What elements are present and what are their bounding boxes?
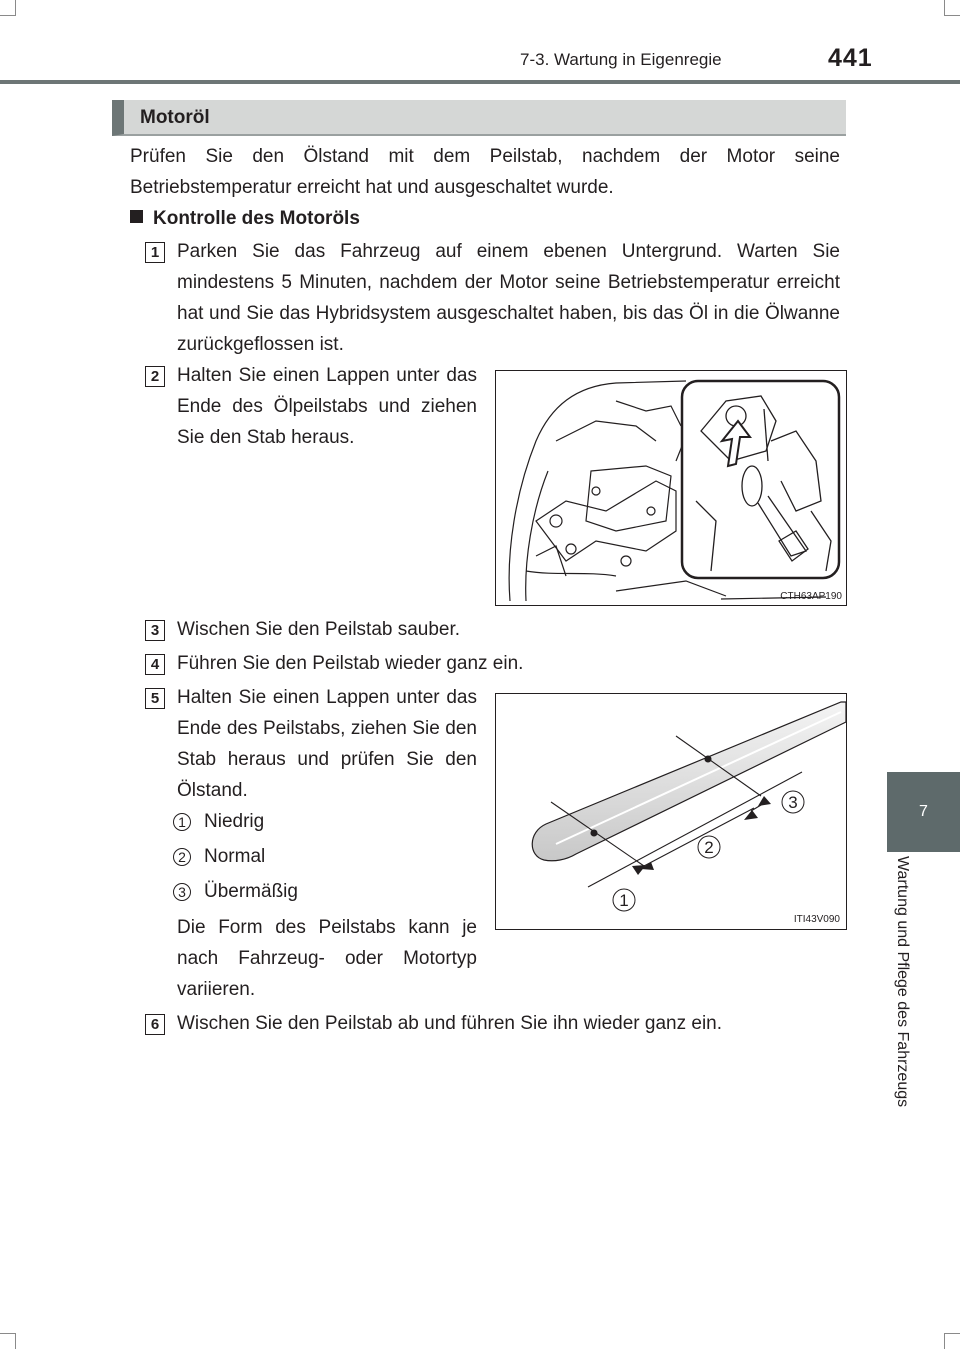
dipstick-figure xyxy=(495,693,847,930)
section-title: Motoröl xyxy=(140,107,210,128)
crop-mark xyxy=(15,0,16,16)
step-number: 2 xyxy=(145,366,165,387)
engine-bay-figure xyxy=(495,370,847,606)
subheading-text: Kontrolle des Motoröls xyxy=(153,208,360,229)
step-text: Halten Sie einen Lappen unter das Ende des Ölpeilstabs und ziehen Sie den Stab heraus. xyxy=(177,365,477,448)
header-rule xyxy=(0,80,960,84)
dipstick-illustration xyxy=(496,694,846,929)
step-number: 3 xyxy=(145,620,165,641)
note-text: Die Form des Peilstabs kann je nach Fahrzeug- oder Motortyp variieren. xyxy=(177,917,477,1000)
level-label: Niedrig xyxy=(204,811,265,832)
section-title-bar xyxy=(112,100,846,136)
chapter-title: Wartung und Pflege des Fahrzeugs xyxy=(894,856,911,1108)
step-text: Parken Sie das Fahrzeug auf einem ebenen Untergrund. Warten Sie mindestens 5 Minuten, nachdem der Motor seine Betriebstemperatur erreicht hat und Sie das Hybridsystem ausgeschaltet haben, bis das Öl in die Ölwanne zurückgeflossen ist. xyxy=(177,241,840,355)
crop-mark xyxy=(0,1333,16,1334)
crop-mark xyxy=(944,15,960,16)
callout-1: 1 xyxy=(619,891,629,910)
level-label: Übermäßig xyxy=(204,881,298,902)
square-bullet-icon xyxy=(130,210,143,223)
step-text: Wischen Sie den Peilstab ab und führen Sie ihn wieder ganz ein. xyxy=(177,1013,723,1034)
crop-mark xyxy=(0,15,16,16)
figure-code: ITI43V090 xyxy=(793,914,840,925)
engine-bay-illustration xyxy=(496,371,846,605)
step-text: Wischen Sie den Peilstab sauber. xyxy=(177,619,461,640)
step-text: Führen Sie den Peilstab wieder ganz ein. xyxy=(177,653,524,674)
level-number: 2 xyxy=(173,848,191,866)
chapter-title-wrap xyxy=(880,852,930,1152)
chapter-tab: 7 xyxy=(887,772,960,852)
step-number: 5 xyxy=(145,688,165,709)
step-text: Halten Sie einen Lappen unter das Ende des Peilstabs, ziehen Sie den Stab heraus und prüfen Sie den Ölstand. xyxy=(177,687,477,801)
crop-mark xyxy=(944,0,945,16)
step-number: 4 xyxy=(145,654,165,675)
intro-paragraph: Prüfen Sie den Ölstand mit dem Peilstab, nachdem der Motor seine Betriebstemperatur erreicht hat und ausgeschaltet wurde. xyxy=(130,146,840,198)
level-number: 3 xyxy=(173,883,191,901)
crop-mark xyxy=(15,1333,16,1349)
crop-mark xyxy=(944,1333,945,1349)
figure-code: CTH63AP190 xyxy=(780,591,842,602)
callout-2: 2 xyxy=(704,838,714,857)
subheading xyxy=(130,203,360,234)
crop-mark xyxy=(944,1333,960,1334)
page-number: 441 xyxy=(828,44,873,72)
step-number: 1 xyxy=(145,242,165,263)
callout-3: 3 xyxy=(788,793,798,812)
level-label: Normal xyxy=(204,846,266,867)
step-number: 6 xyxy=(145,1014,165,1035)
header-section-title: 7-3. Wartung in Eigenregie xyxy=(520,50,722,69)
level-number: 1 xyxy=(173,813,191,831)
